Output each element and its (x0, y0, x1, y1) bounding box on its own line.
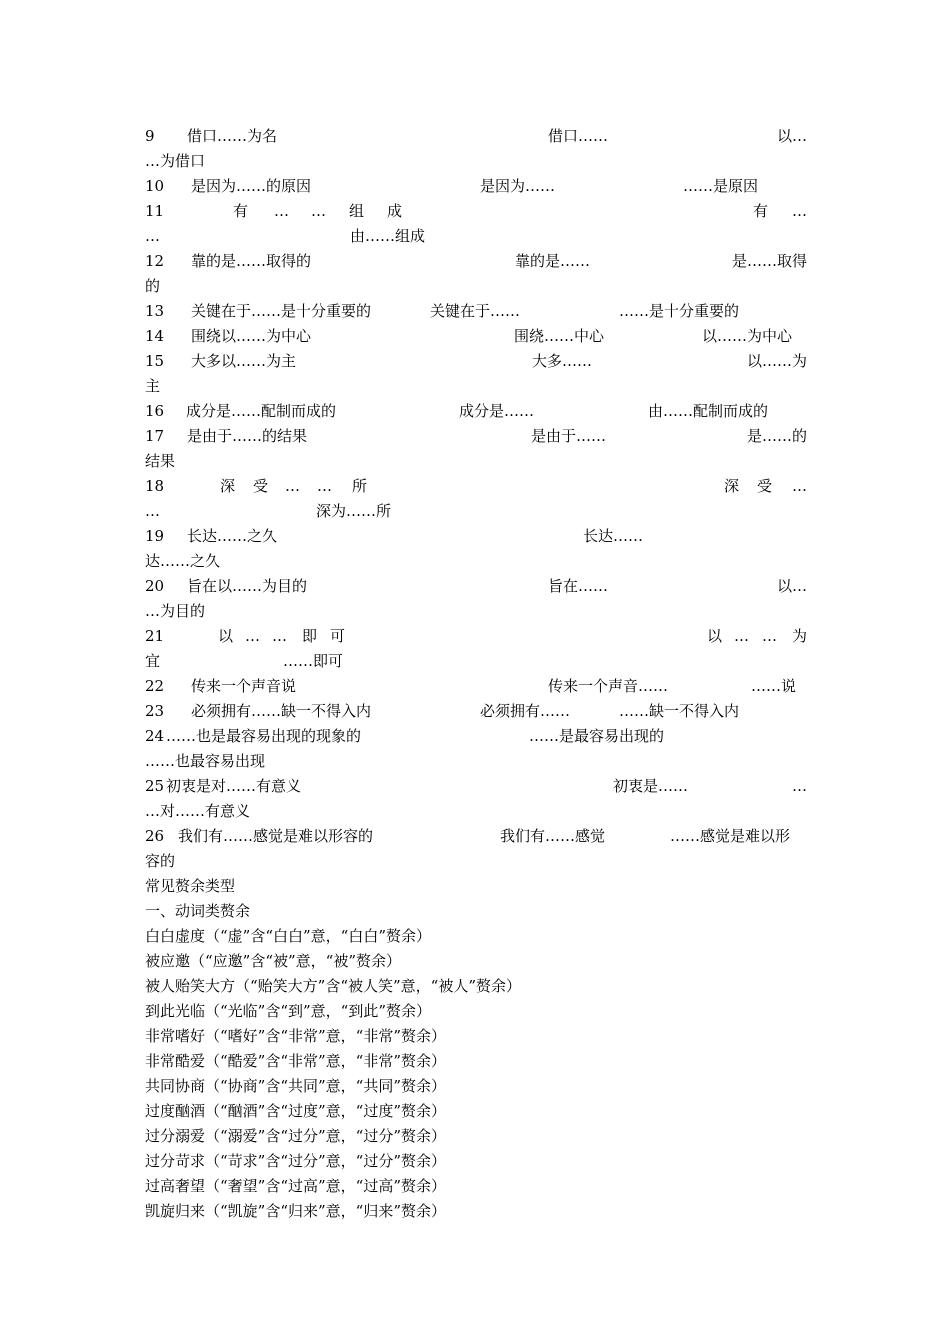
table-row (145, 824, 807, 848)
pattern-a: 旨在…… (548, 577, 609, 595)
example-text: 过高奢望（“奢望”含“过高”意，“过高”赘余） (145, 1177, 447, 1195)
row-number: 17 (145, 427, 165, 445)
original-phrase-char: 有 (233, 202, 249, 220)
pattern-a: 初衷是…… (613, 777, 689, 795)
continuation-text: 主 (145, 377, 161, 395)
row-continuation (145, 749, 807, 773)
row-continuation (145, 149, 807, 173)
original-phrase-char: … (317, 477, 332, 495)
row-number: 24 (145, 727, 165, 745)
table-row (145, 174, 807, 198)
example-text: 共同协商（“协商”含“共同”意，“共同”赘余） (145, 1077, 447, 1095)
pattern-b: ……是十分重要的 (619, 302, 740, 320)
list-item (145, 1099, 807, 1123)
example-text: 被人贻笑大方（“贻笑大方”含“被人笑”意，“被人”赘余） (145, 977, 522, 995)
table-row (145, 699, 807, 723)
original-phrase-char: 可 (330, 627, 346, 645)
table-row (145, 349, 807, 373)
table-row (145, 324, 807, 348)
original-phrase-char: 所 (352, 477, 368, 495)
pattern-a: 是由于…… (531, 427, 607, 445)
table-row (145, 674, 807, 698)
continuation-text: 达……之久 (145, 552, 221, 570)
table-row (145, 199, 807, 223)
original-phrase-char: 受 (253, 477, 269, 495)
example-text: 过分苛求（“苛求”含“过分”意，“过分”赘余） (145, 1152, 447, 1170)
original-phrase: 围绕以……为中心 (191, 327, 312, 345)
original-phrase: 长达……之久 (187, 527, 278, 545)
list-item (145, 1049, 807, 1073)
pattern-b-char: … (792, 477, 807, 495)
original-phrase: 初衷是对……有意义 (166, 777, 302, 795)
pattern-b: 以… (776, 127, 807, 145)
list-item (145, 949, 807, 973)
pattern-a: 靠的是…… (515, 252, 591, 270)
row-continuation (145, 374, 807, 398)
continuation-text: 结果 (145, 452, 176, 470)
original-phrase-char: … (245, 627, 260, 645)
pattern-b: 以……为 (746, 352, 807, 370)
original-phrase-char: 即 (302, 627, 318, 645)
original-phrase-char: … (285, 477, 300, 495)
table-row (145, 474, 807, 498)
original-phrase: 我们有……感觉是难以形容的 (178, 827, 374, 845)
row-number: 25 (145, 777, 165, 795)
original-phrase: ……也是最容易出现的现象的 (166, 727, 362, 745)
section-title-text: 常见赘余类型 (145, 877, 236, 895)
table-row (145, 774, 807, 798)
row-continuation (145, 649, 807, 673)
original-phrase: 传来一个声音说 (191, 677, 297, 695)
table-row (145, 124, 807, 148)
row-continuation (145, 274, 807, 298)
list-item (145, 1199, 807, 1223)
pattern-b: 以……为中心 (702, 327, 793, 345)
example-text: 到此光临（“光临”含“到”意，“到此”赘余） (145, 1002, 432, 1020)
original-phrase: 是由于……的结果 (187, 427, 308, 445)
pattern-a: 必须拥有…… (480, 702, 571, 720)
pattern-b-char: 有 (753, 202, 769, 220)
row-number: 13 (145, 302, 165, 320)
row-number: 18 (145, 477, 165, 495)
pattern-b-char: … (792, 202, 807, 220)
table-row (145, 574, 807, 598)
pattern-a: 大多…… (532, 352, 593, 370)
row-number: 14 (145, 327, 165, 345)
example-text: 白白虚度（“虚”含“白白”意，“白白”赘余） (145, 927, 432, 945)
pattern-b-char: 受 (757, 477, 773, 495)
row-number: 11 (145, 202, 165, 220)
list-item (145, 1074, 807, 1098)
original-phrase-char: … (274, 202, 289, 220)
example-text: 过度酗酒（“酗酒”含“过度”意，“过度”赘余） (145, 1102, 447, 1120)
original-phrase-char: 深 (220, 477, 236, 495)
row-number: 19 (145, 527, 165, 545)
continuation-text: 宜 (145, 652, 161, 670)
continuation-text: …对……有意义 (145, 802, 251, 820)
original-phrase: 必须拥有……缺一不得入内 (191, 702, 372, 720)
pattern-a: 关键在于…… (430, 302, 521, 320)
pattern-b: ……感觉是难以形 (670, 827, 791, 845)
row-number: 23 (145, 702, 165, 720)
example-text: 被应邀（“应邀”含“被”意，“被”赘余） (145, 952, 402, 970)
example-text: 非常嗜好（“嗜好”含“非常”意，“非常”赘余） (145, 1027, 447, 1045)
row-number: 10 (145, 177, 165, 195)
pattern-b: 是……的 (746, 427, 807, 445)
continuation-text: 深为……所 (316, 502, 392, 520)
pattern-b: ……缺一不得入内 (619, 702, 740, 720)
subsection-title-text: 一、动词类赘余 (145, 902, 251, 920)
continuation-text: …为借口 (145, 152, 206, 170)
table-row (145, 399, 807, 423)
original-phrase: 大多以……为主 (191, 352, 297, 370)
row-continuation (145, 799, 807, 823)
row-number: 12 (145, 252, 165, 270)
continuation-text: …为目的 (145, 602, 206, 620)
row-number: 26 (145, 827, 165, 845)
pattern-a: 长达…… (583, 527, 644, 545)
pattern-a: 我们有……感觉 (500, 827, 606, 845)
pattern-b: ……说 (751, 677, 797, 695)
example-text: 过分溺爱（“溺爱”含“过分”意，“过分”赘余） (145, 1127, 447, 1145)
continuation-text: 的 (145, 277, 161, 295)
pattern-a: ……是最容易出现的 (529, 727, 665, 745)
pattern-b-char: 为 (791, 627, 807, 645)
pattern-a: 是因为…… (480, 177, 556, 195)
row-continuation (145, 224, 807, 248)
pattern-a: 成分是…… (459, 402, 535, 420)
row-continuation (145, 599, 807, 623)
pattern-b: 是……取得 (731, 252, 807, 270)
list-item (145, 1124, 807, 1148)
pattern-b: 以… (776, 577, 807, 595)
table-row (145, 624, 807, 648)
row-continuation (145, 549, 807, 573)
pattern-b-char: … (762, 627, 777, 645)
row-continuation (145, 449, 807, 473)
subsection-title (145, 899, 807, 923)
original-phrase: 借口……为名 (187, 127, 278, 145)
pattern-b-char: 以 (707, 627, 723, 645)
original-phrase: 是因为……的原因 (191, 177, 312, 195)
continuation-text: 容的 (145, 852, 176, 870)
table-row (145, 249, 807, 273)
list-item (145, 999, 807, 1023)
example-text: 凯旋归来（“凯旋”含“归来”意，“归来”赘余） (145, 1202, 447, 1220)
list-item (145, 1149, 807, 1173)
table-row (145, 299, 807, 323)
original-phrase-char: 成 (387, 202, 403, 220)
original-phrase: 关键在于……是十分重要的 (191, 302, 372, 320)
row-number: 20 (145, 577, 165, 595)
list-item (145, 924, 807, 948)
original-phrase: 靠的是……取得的 (191, 252, 312, 270)
pattern-b-char: … (734, 627, 749, 645)
example-text: 非常酷爱（“酷爱”含“非常”意，“非常”赘余） (145, 1052, 447, 1070)
row-number: 15 (145, 352, 165, 370)
list-item (145, 1024, 807, 1048)
table-row (145, 424, 807, 448)
continuation-text: … (145, 227, 160, 245)
pattern-a: 围绕……中心 (514, 327, 605, 345)
list-item (145, 974, 807, 998)
pattern-b-char: 深 (724, 477, 740, 495)
list-item (145, 1174, 807, 1198)
row-number: 21 (145, 627, 165, 645)
row-continuation (145, 849, 807, 873)
continuation-text: 由……组成 (350, 227, 426, 245)
pattern-b: … (792, 777, 807, 795)
continuation-text: … (145, 502, 160, 520)
pattern-b: ……是原因 (683, 177, 759, 195)
continuation-text: ……也最容易出现 (145, 752, 266, 770)
continuation-text: ……即可 (283, 652, 344, 670)
original-phrase-char: … (311, 202, 326, 220)
original-phrase: 旨在以……为目的 (187, 577, 308, 595)
row-continuation (145, 499, 807, 523)
table-row (145, 524, 807, 548)
row-number: 22 (145, 677, 165, 695)
original-phrase-char: 组 (349, 202, 365, 220)
pattern-b: 由……配制而成的 (648, 402, 769, 420)
table-row (145, 724, 807, 748)
row-number: 9 (145, 127, 155, 145)
original-phrase-char: 以 (218, 627, 234, 645)
pattern-a: 借口…… (548, 127, 609, 145)
row-number: 16 (145, 402, 165, 420)
pattern-a: 传来一个声音…… (548, 677, 669, 695)
original-phrase: 成分是……配制而成的 (186, 402, 337, 420)
original-phrase-char: … (272, 627, 287, 645)
section-title (145, 874, 807, 898)
